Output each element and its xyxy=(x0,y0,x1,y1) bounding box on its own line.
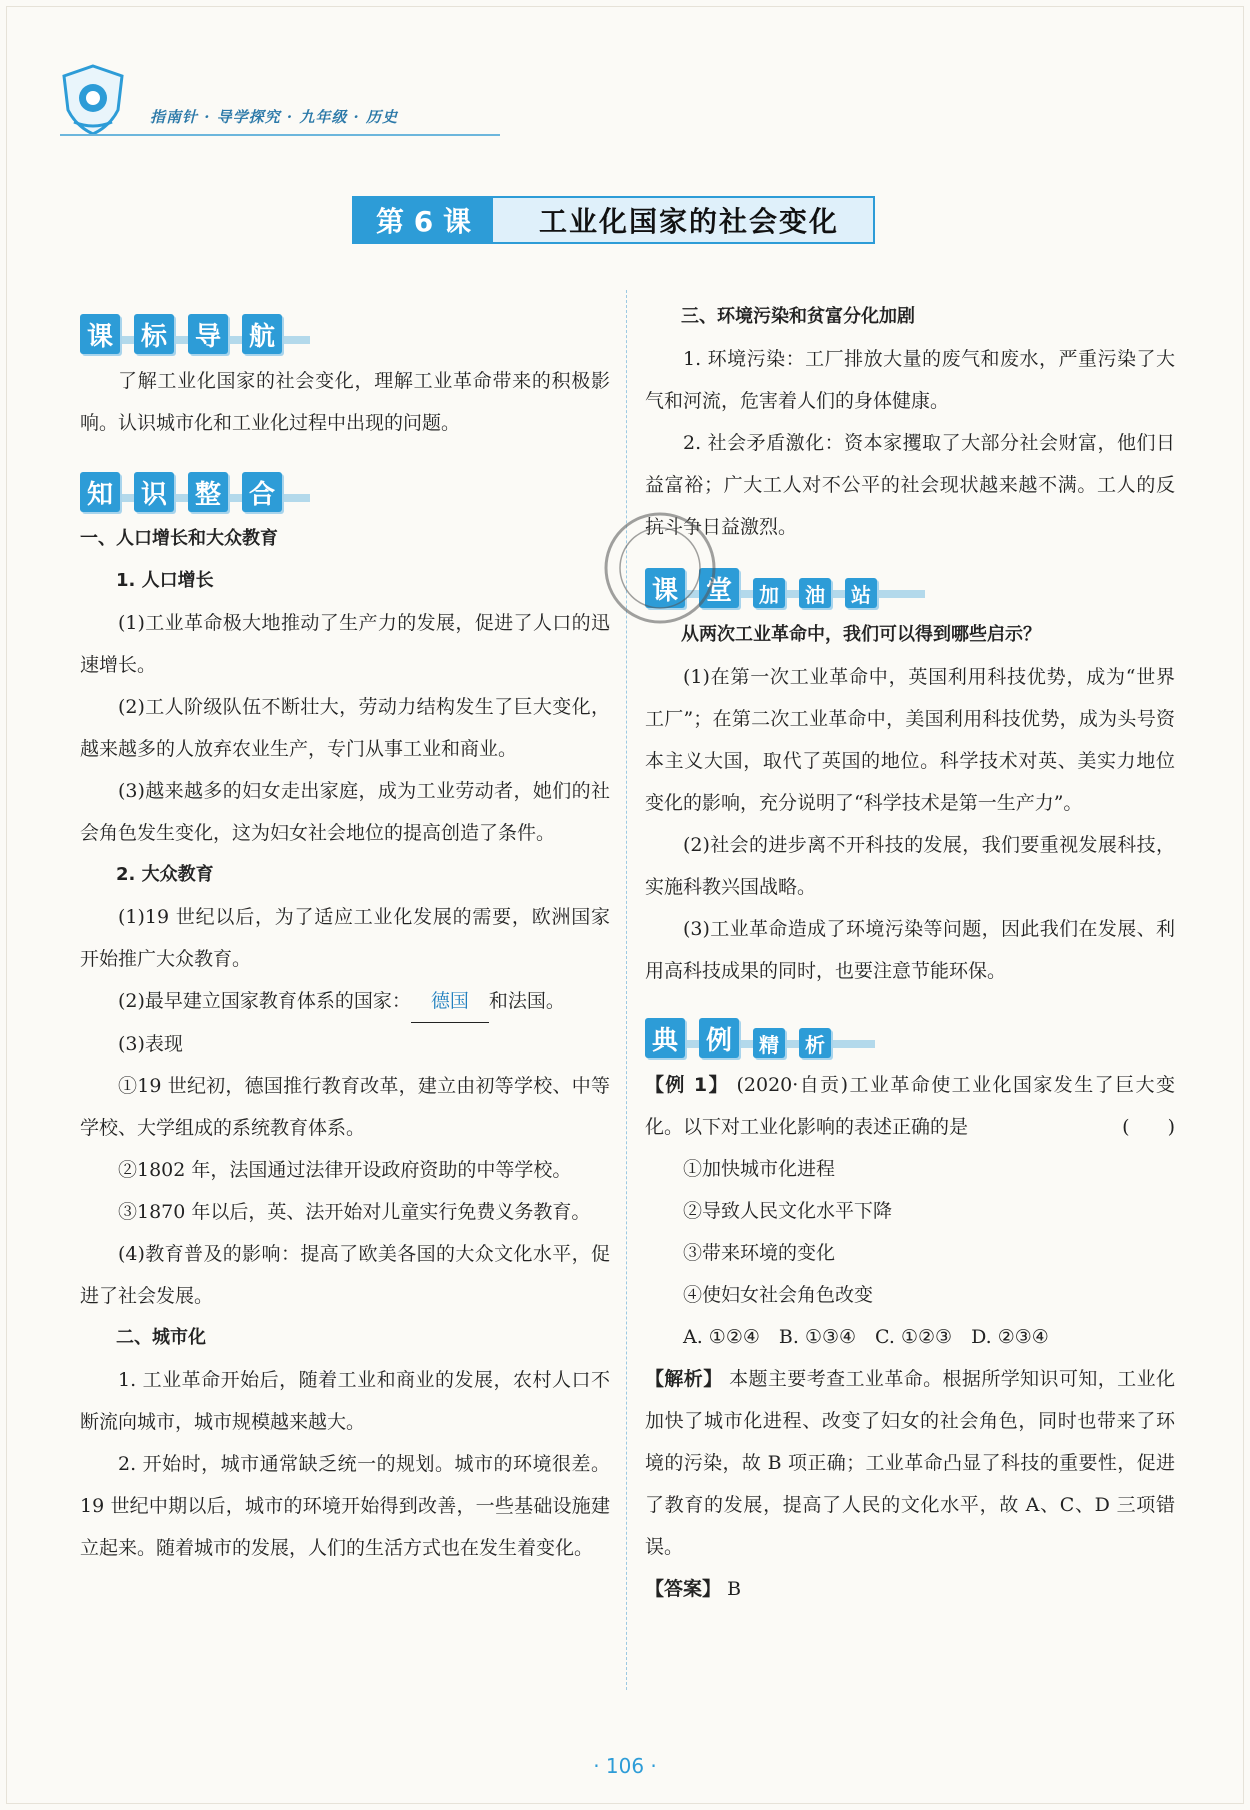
header-char: 导 xyxy=(188,314,228,354)
paragraph: (3)越来越多的妇女走出家庭，成为工业劳动者，她们的社会角色发生变化，这为妇女社会地位的提高创造了条件。 xyxy=(80,780,610,844)
right-column xyxy=(645,296,1175,1610)
section-header-knowledge xyxy=(80,458,610,512)
option: ③带来环境的变化 xyxy=(683,1242,836,1264)
header-char: 析 xyxy=(799,1028,831,1058)
heading-pollution: 三、环境污染和贫富分化加剧 xyxy=(681,306,915,327)
paragraph: (2)工人阶级队伍不断壮大，劳动力结构发生了巨大变化，越来越多的人放弃农业生产，专门从事工业和商业。 xyxy=(80,696,610,760)
paragraph: (1)工业革命极大地推动了生产力的发展，促进了人口的迅速增长。 xyxy=(80,612,610,676)
answer xyxy=(645,1568,1175,1610)
stamp-watermark xyxy=(600,508,720,628)
answer-label: 【答案】 xyxy=(645,1578,722,1600)
paragraph: 2. 开始时，城市通常缺乏统一的规划。城市的环境很差。19 世纪中期以后，城市的环境开始得到改善，一些基础设施建立起来。随着城市的发展，人们的生活方式也在发生着变化。 xyxy=(80,1453,610,1559)
paragraph: (2)社会的进步离不开科技的发展，我们要重视发展科技，实施科教兴国战略。 xyxy=(645,834,1175,898)
header-char: 例 xyxy=(699,1018,739,1058)
heading-population-education: 一、人口增长和大众教育 xyxy=(80,528,278,549)
goal-text: 了解工业化国家的社会变化，理解工业革命带来的积极影响。认识城市化和工业化过程中出现的问题。 xyxy=(80,370,610,434)
analysis-label: 【解析】 xyxy=(645,1368,723,1390)
example-text: (2020·自贡)工业革命使工业化国家发生了巨大变化。以下对工业化影响的表述正确的是 xyxy=(645,1074,1175,1138)
lesson-name: 工业化国家的社会变化 xyxy=(493,198,873,242)
heading-urbanization: 二、城市化 xyxy=(116,1327,206,1348)
answer-bracket: ( ) xyxy=(1122,1116,1175,1138)
example-label: 【例 1】 xyxy=(645,1074,730,1096)
paragraph: (4)教育普及的影响：提高了欧美各国的大众文化水平，促进了社会发展。 xyxy=(80,1243,610,1307)
school-crest-logo xyxy=(60,64,126,136)
header-char: 合 xyxy=(242,472,282,512)
paragraph: 2. 社会矛盾激化：资本家攫取了大部分社会财富，他们日益富裕；广大工人对不公平的社会现状越来越不满。工人的反抗斗争日益激烈。 xyxy=(645,432,1175,538)
paragraph: ①19 世纪初，德国推行教育改革，建立由初等学校、中等学校、大学组成的系统教育体系。 xyxy=(80,1075,610,1139)
header-char: 站 xyxy=(845,578,877,608)
running-head: 指南针 · 导学探究 · 九年级 · 历史 xyxy=(150,108,399,126)
fill-in-suffix: 和法国。 xyxy=(488,990,565,1012)
header-char: 加 xyxy=(753,578,785,608)
header-char: 精 xyxy=(753,1028,785,1058)
fill-in-answer: 德国 xyxy=(411,980,489,1023)
paragraph: ②1802 年，法国通过法律开设政府资助的中等学校。 xyxy=(118,1159,572,1181)
example-question xyxy=(645,1064,1175,1148)
header-rule xyxy=(60,134,500,136)
paragraph: 1. 环境污染：工厂排放大量的废气和废水，严重污染了大气和河流，危害着人们的身体健康。 xyxy=(645,348,1175,412)
header-char: 航 xyxy=(242,314,282,354)
paragraph: 1. 工业革命开始后，随着工业和商业的发展，农村人口不断流向城市，城市规模越来越大。 xyxy=(80,1369,610,1433)
paragraph: (1)19 世纪以后，为了适应工业化发展的需要，欧洲国家开始推广大众教育。 xyxy=(80,906,610,970)
analysis-text: 本题主要考查工业革命。根据所学知识可知，工业化加快了城市化进程、改变了妇女的社会角色，同时也带来了环境的污染，故 B 项正确；工业革命凸显了科技的重要性，促进了教育的发展，提高了人民的文化水平，故 A、C、D 三项错误。 xyxy=(645,1368,1175,1558)
header-char: 课 xyxy=(80,314,120,354)
option: ①加快城市化进程 xyxy=(683,1158,836,1180)
header-char: 整 xyxy=(188,472,228,512)
section-header-example xyxy=(645,1004,1175,1058)
paragraph: (3)表现 xyxy=(118,1033,183,1055)
left-column xyxy=(80,300,610,1569)
column-divider xyxy=(626,290,627,1690)
page-number: · 106 · xyxy=(593,1754,657,1778)
answer-text: B xyxy=(727,1578,742,1600)
lesson-number: 第 6 课 xyxy=(354,198,493,242)
header-char: 标 xyxy=(134,314,174,354)
section-header-curriculum-goals xyxy=(80,300,610,354)
header-char: 课 xyxy=(645,568,685,608)
question: 从两次工业革命中，我们可以得到哪些启示？ xyxy=(681,624,1041,645)
subheading-population: 1. 人口增长 xyxy=(116,570,214,591)
option: ④使妇女社会角色改变 xyxy=(683,1284,874,1306)
header-char: 典 xyxy=(645,1018,685,1058)
header-char: 识 xyxy=(134,472,174,512)
paragraph: (1)在第一次工业革命中，英国利用科技优势，成为“世界工厂”；在第二次工业革命中，美国利用科技优势，成为头号资本主义大国，取代了英国的地位。科学技术对英、美实力地位变化的影响，充分说明了“科学技术是第一生产力”。 xyxy=(645,666,1175,814)
header-char: 堂 xyxy=(699,568,739,608)
header-char: 知 xyxy=(80,472,120,512)
header-char: 油 xyxy=(799,578,831,608)
paragraph: ③1870 年以后，英、法开始对儿童实行免费义务教育。 xyxy=(118,1201,591,1223)
section-header-classroom xyxy=(645,554,1175,608)
analysis xyxy=(645,1358,1175,1568)
fill-in-paragraph xyxy=(80,980,610,1023)
lesson-title xyxy=(352,196,875,244)
subheading-education: 2. 大众教育 xyxy=(116,864,214,885)
option: ②导致人民文化水平下降 xyxy=(683,1200,893,1222)
paragraph: (3)工业革命造成了环境污染等问题，因此我们在发展、利用高科技成果的同时，也要注意节能环保。 xyxy=(645,918,1175,982)
choices: A. ①②④ B. ①③④ C. ①②③ D. ②③④ xyxy=(683,1326,1049,1348)
fill-in-prefix: (2)最早建立国家教育体系的国家： xyxy=(118,990,411,1012)
